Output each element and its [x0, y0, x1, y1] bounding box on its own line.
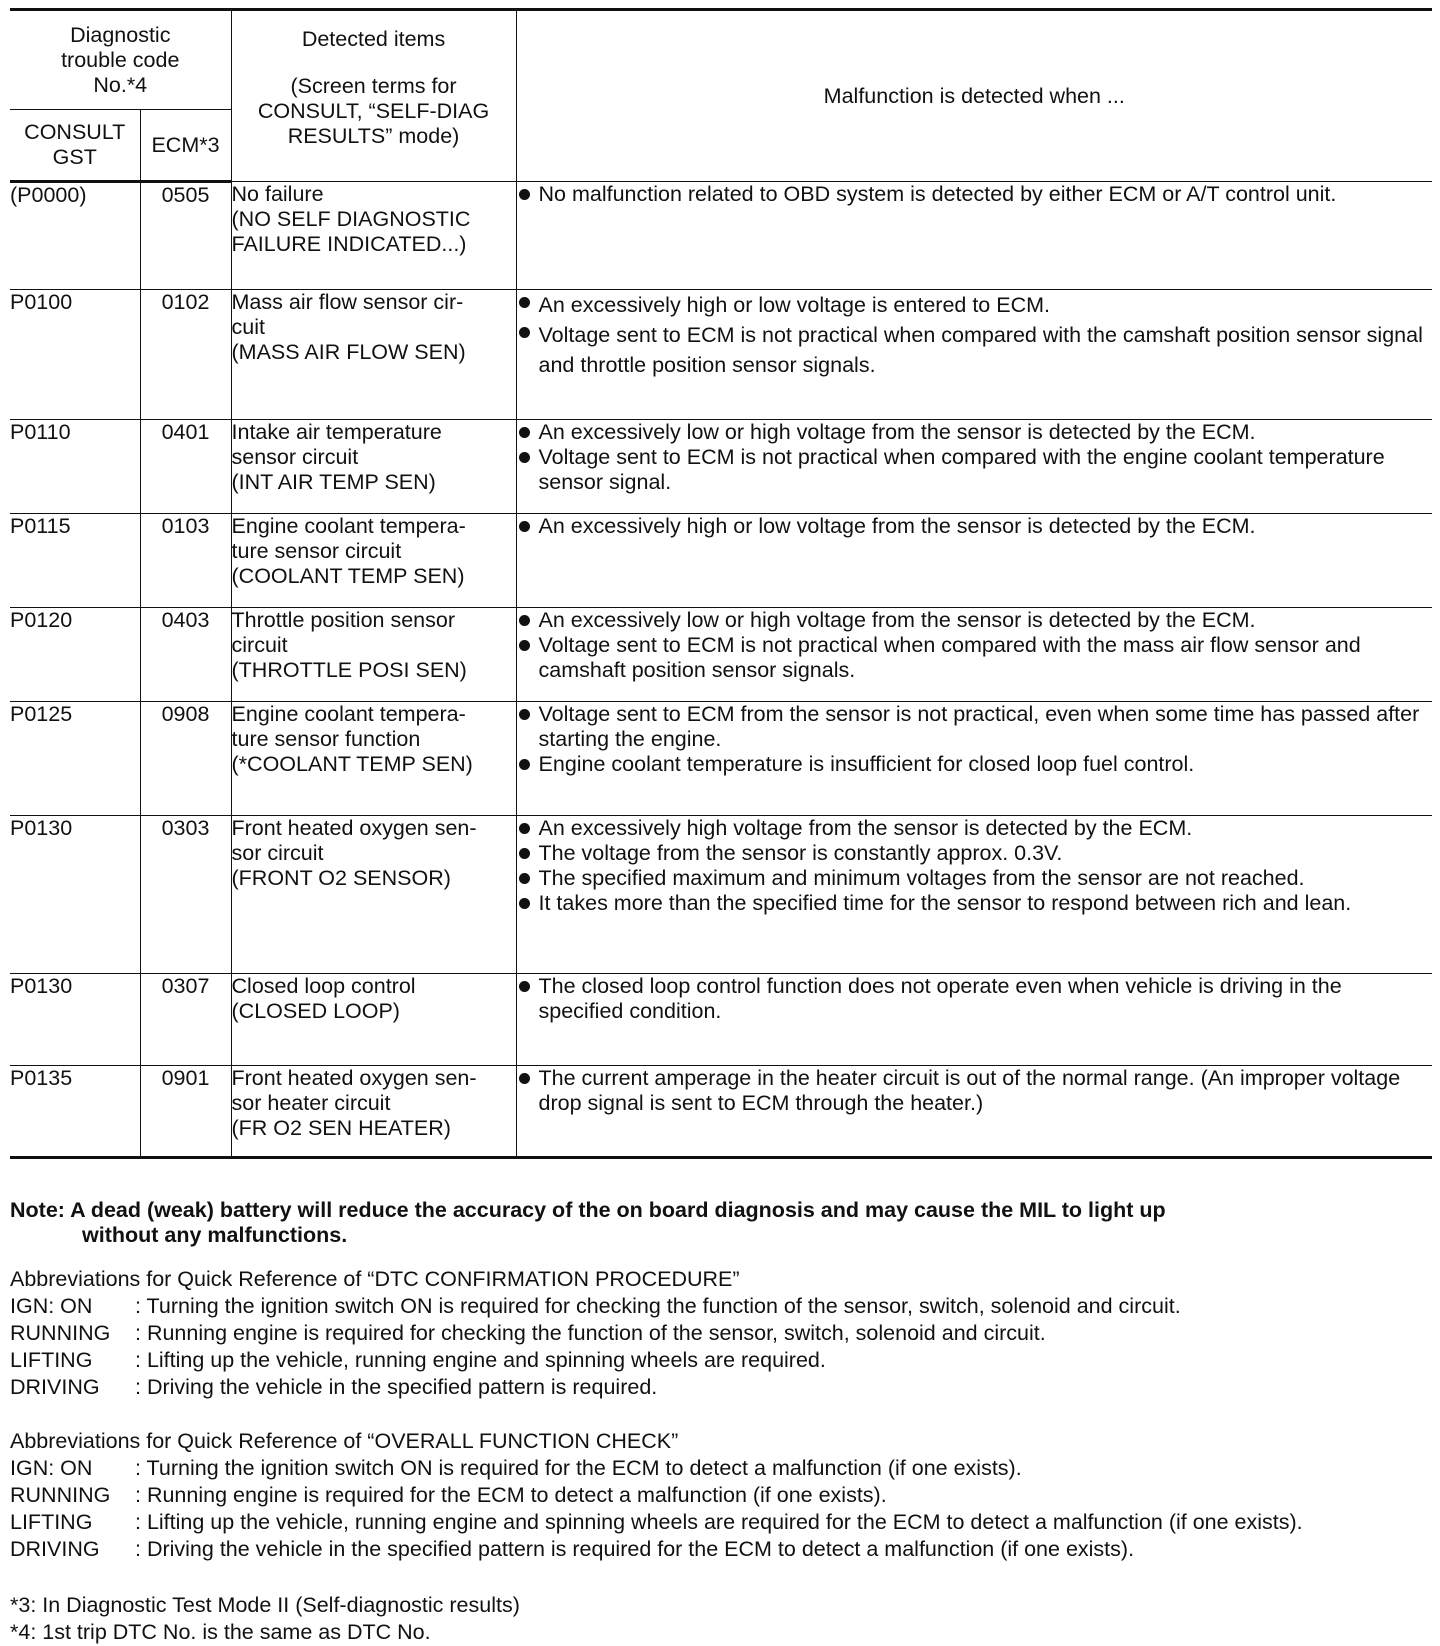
abbreviation-row [10, 1482, 1430, 1509]
detected-item-cell [231, 974, 516, 1066]
dtc-code-cell: (P0000) [10, 182, 140, 290]
malfunction-list [517, 816, 1433, 916]
abbreviation-term: DRIVING [10, 1375, 100, 1399]
abbreviation-term: RUNNING [10, 1483, 111, 1507]
abbreviation-term: RUNNING [10, 1321, 111, 1345]
malfunction-bullet-item: The closed loop control function does not operate even when vehicle is driving in the specified condition. [517, 974, 1433, 1024]
table-row [10, 974, 1432, 1066]
battery-note [10, 1198, 1430, 1248]
abbreviation-description: : Driving the vehicle in the specified pattern is required for the ECM to detect a malfunction (if one exists). [135, 1537, 1135, 1561]
abbreviation-description: : Lifting up the vehicle, running engine and spinning wheels are required for the ECM to detect a malfunction (if one exists). [135, 1510, 1303, 1534]
malfunction-bullet-item: Voltage sent to ECM is not practical when compared with the camshaft position sensor signal and throttle position sensor signals. [517, 320, 1433, 380]
malfunction-cell [516, 608, 1432, 702]
ecm-code-cell: 0403 [140, 608, 231, 702]
dtc-code-cell: P0110 [10, 420, 140, 514]
ecm-code-cell: 0307 [140, 974, 231, 1066]
dtc-code-cell: P0135 [10, 1066, 140, 1158]
malfunction-list [517, 974, 1433, 1024]
overall-function-list [10, 1455, 1430, 1563]
detected-item-cell [231, 420, 516, 514]
detected-item-line: cuit [231, 315, 265, 339]
detected-item-line: Front heated oxygen sen- [231, 816, 477, 840]
detected-item-cell [231, 514, 516, 608]
detected-item-cell [231, 1066, 516, 1158]
malfunction-list [517, 290, 1433, 380]
malfunction-cell [516, 420, 1432, 514]
detected-item-line: Mass air flow sensor cir- [231, 290, 464, 314]
malfunction-cell [516, 182, 1432, 290]
malfunction-bullet-item: It takes more than the specified time for the sensor to respond between rich and lean. [517, 891, 1433, 916]
dtc-code-cell: P0125 [10, 702, 140, 816]
abbreviation-term: LIFTING [10, 1348, 93, 1372]
abbreviation-row [10, 1374, 1430, 1401]
header-consult: CONSULT GST [10, 110, 140, 182]
dtc-confirmation-list [10, 1293, 1430, 1401]
malfunction-bullet-item: No malfunction related to OBD system is detected by either ECM or A/T control unit. [517, 182, 1433, 207]
battery-note-line2: without any malfunctions. [82, 1223, 348, 1247]
malfunction-cell [516, 514, 1432, 608]
dtc-code-cell: P0130 [10, 974, 140, 1066]
abbreviation-term: IGN: ON [10, 1294, 93, 1318]
malfunction-list [517, 608, 1433, 683]
malfunction-list [517, 514, 1433, 539]
malfunction-list [517, 182, 1433, 207]
footnote-3: *3: In Diagnostic Test Mode II (Self-diagnostic results) [10, 1593, 520, 1617]
header-screen-terms: (Screen terms for CONSULT, “SELF-DIAG RESULTS” mode) [257, 74, 490, 148]
detected-item-line: (THROTTLE POSI SEN) [231, 658, 467, 682]
footnote-4: *4: 1st trip DTC No. is the same as DTC No. [10, 1620, 431, 1644]
ecm-code-cell: 0303 [140, 816, 231, 974]
abbreviation-row [10, 1320, 1430, 1347]
detected-item-line: sor circuit [231, 841, 324, 865]
abbreviation-description: : Lifting up the vehicle, running engine and spinning wheels are required. [135, 1348, 826, 1372]
table-row [10, 514, 1432, 608]
abbreviation-description: : Running engine is required for the ECM to detect a malfunction (if one exists). [135, 1483, 887, 1507]
detected-item-line: No failure [231, 182, 324, 206]
dtc-table-body [10, 182, 1432, 1158]
detected-item-line: Front heated oxygen sen- [231, 1066, 477, 1090]
abbreviation-row [10, 1509, 1430, 1536]
detected-item-line: Engine coolant tempera- [231, 702, 466, 726]
abbreviation-description: : Turning the ignition switch ON is required for the ECM to detect a malfunction (if one exists). [135, 1456, 1022, 1480]
malfunction-bullet-item: The specified maximum and minimum voltages from the sensor are not reached. [517, 866, 1433, 891]
header-ecm: ECM*3 [140, 110, 231, 182]
detected-item-line: Intake air temperature [231, 420, 442, 444]
overall-function-title: Abbreviations for Quick Reference of “OVERALL FUNCTION CHECK” [10, 1429, 679, 1453]
ecm-code-cell: 0401 [140, 420, 231, 514]
malfunction-list [517, 420, 1433, 495]
dtc-code-cell: P0130 [10, 816, 140, 974]
abbreviation-term: DRIVING [10, 1537, 100, 1561]
abbreviation-description: : Driving the vehicle in the specified pattern is required. [135, 1375, 658, 1399]
table-row [10, 608, 1432, 702]
table-row [10, 702, 1432, 816]
ecm-code-cell: 0908 [140, 702, 231, 816]
malfunction-bullet-item: An excessively high or low voltage is entered to ECM. [517, 290, 1433, 320]
header-detected-items [231, 10, 516, 182]
detected-item-line: (NO SELF DIAGNOSTIC [231, 207, 471, 231]
malfunction-list [517, 702, 1433, 777]
abbreviation-row [10, 1293, 1430, 1320]
dtc-code-cell: P0115 [10, 514, 140, 608]
malfunction-bullet-item: The voltage from the sensor is constantly approx. 0.3V. [517, 841, 1433, 866]
malfunction-cell [516, 816, 1432, 974]
overall-function-abbreviations [10, 1428, 1430, 1563]
detected-item-line: ture sensor function [231, 727, 421, 751]
detected-item-line: (CLOSED LOOP) [231, 999, 400, 1023]
dtc-confirmation-abbreviations [10, 1266, 1430, 1401]
header-malfunction: Malfunction is detected when ... [516, 10, 1432, 182]
abbreviation-description: : Turning the ignition switch ON is required for checking the function of the sensor, switch, solenoid and circuit. [135, 1294, 1181, 1318]
malfunction-cell [516, 290, 1432, 420]
dtc-table [10, 8, 1432, 1159]
detected-item-cell [231, 182, 516, 290]
abbreviation-term: LIFTING [10, 1510, 93, 1534]
malfunction-bullet-item: Voltage sent to ECM from the sensor is not practical, even when some time has passed after starting the engine. [517, 702, 1433, 752]
detected-item-line: (MASS AIR FLOW SEN) [231, 340, 466, 364]
detected-item-line: ture sensor circuit [231, 539, 402, 563]
ecm-code-cell: 0901 [140, 1066, 231, 1158]
detected-item-line: (COOLANT TEMP SEN) [231, 564, 465, 588]
table-row [10, 420, 1432, 514]
battery-note-line1: Note: A dead (weak) battery will reduce the accuracy of the on board diagnosis and may cause the MIL to light up [10, 1198, 1166, 1222]
table-row [10, 816, 1432, 974]
detected-item-cell [231, 608, 516, 702]
detected-item-line: (FRONT O2 SENSOR) [231, 866, 451, 890]
detected-item-line: (FR O2 SEN HEATER) [231, 1116, 451, 1140]
table-row [10, 182, 1432, 290]
detected-item-cell [231, 816, 516, 974]
detected-item-line: FAILURE INDICATED...) [231, 232, 467, 256]
malfunction-cell [516, 702, 1432, 816]
malfunction-bullet-item: An excessively low or high voltage from the sensor is detected by the ECM. [517, 608, 1433, 633]
header-dtc-group: Diagnostic trouble code No.*4 [10, 10, 231, 110]
detected-item-cell [231, 290, 516, 420]
table-row [10, 1066, 1432, 1158]
malfunction-bullet-item: An excessively low or high voltage from the sensor is detected by the ECM. [517, 420, 1433, 445]
abbreviation-row [10, 1347, 1430, 1374]
detected-item-line: Closed loop control [231, 974, 416, 998]
abbreviation-row [10, 1536, 1430, 1563]
dtc-confirmation-title: Abbreviations for Quick Reference of “DTC CONFIRMATION PROCEDURE” [10, 1267, 740, 1291]
detected-item-line: (INT AIR TEMP SEN) [231, 470, 436, 494]
detected-item-line: circuit [231, 633, 288, 657]
malfunction-bullet-item: An excessively high or low voltage from the sensor is detected by the ECM. [517, 514, 1433, 539]
malfunction-bullet-item: Engine coolant temperature is insufficient for closed loop fuel control. [517, 752, 1433, 777]
abbreviation-row [10, 1455, 1430, 1482]
malfunction-list [517, 1066, 1433, 1116]
detected-item-line: sensor circuit [231, 445, 359, 469]
malfunction-cell [516, 974, 1432, 1066]
detected-item-line: Throttle position sensor [231, 608, 455, 632]
detected-item-line: sor heater circuit [231, 1091, 391, 1115]
abbreviation-term: IGN: ON [10, 1456, 93, 1480]
abbreviation-description: : Running engine is required for checking the function of the sensor, switch, solenoid and circuit. [135, 1321, 1046, 1345]
ecm-code-cell: 0103 [140, 514, 231, 608]
header-detected-items-title: Detected items [301, 27, 446, 51]
ecm-code-cell: 0505 [140, 182, 231, 290]
detected-item-cell [231, 702, 516, 816]
malfunction-bullet-item: An excessively high voltage from the sensor is detected by the ECM. [517, 816, 1433, 841]
table-row [10, 290, 1432, 420]
malfunction-bullet-item: Voltage sent to ECM is not practical when compared with the mass air flow sensor and camshaft position sensor signals. [517, 633, 1433, 683]
dtc-code-cell: P0100 [10, 290, 140, 420]
malfunction-bullet-item: Voltage sent to ECM is not practical when compared with the engine coolant temperature sensor signal. [517, 445, 1433, 495]
malfunction-cell [516, 1066, 1432, 1158]
detected-item-line: (*COOLANT TEMP SEN) [231, 752, 473, 776]
detected-item-line: Engine coolant tempera- [231, 514, 466, 538]
dtc-code-cell: P0120 [10, 608, 140, 702]
ecm-code-cell: 0102 [140, 290, 231, 420]
malfunction-bullet-item: The current amperage in the heater circuit is out of the normal range. (An improper voltage drop signal is sent to ECM through the heater.) [517, 1066, 1433, 1116]
